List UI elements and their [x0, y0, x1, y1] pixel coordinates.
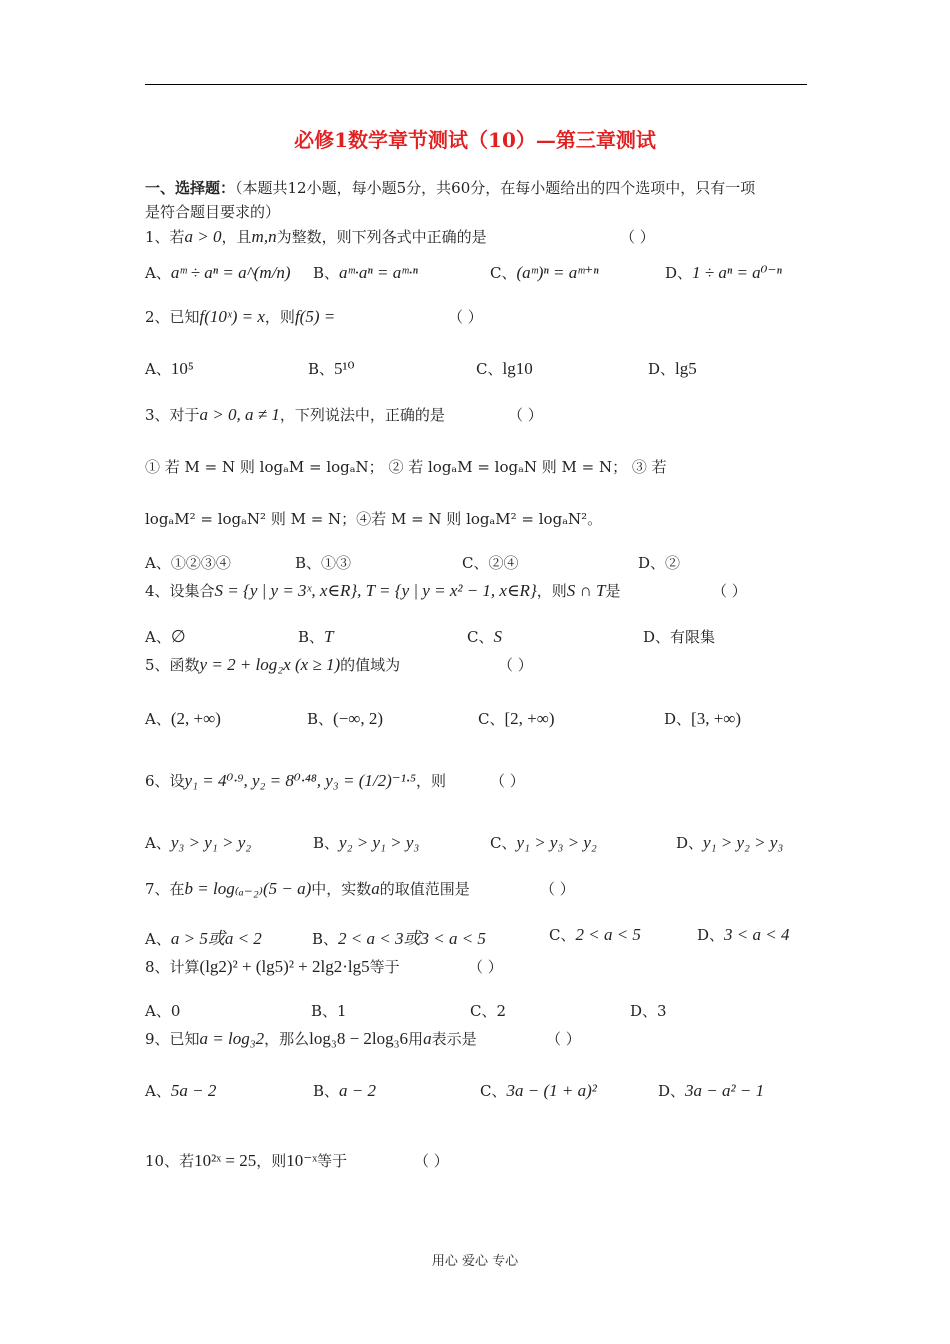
- q4-option-a: A、∅: [145, 627, 186, 646]
- q8-answer-paren: （ ）: [468, 958, 503, 976]
- q8-option-d: D、3: [630, 1002, 667, 1020]
- q5-option-a: A、(2, +∞): [145, 709, 221, 728]
- q1-mid: ，且: [221, 228, 252, 246]
- question-9-stem: 9、已知a = log₃2，那么log₃8 − 2log₃6用a表示是: [145, 1029, 477, 1048]
- q10-answer-paren: （ ）: [414, 1152, 449, 1170]
- q1-pre: 1、若: [145, 228, 185, 246]
- q9-answer-paren: （ ）: [546, 1030, 581, 1048]
- q3-option-b: B、①③: [295, 554, 352, 572]
- header-rule: [145, 84, 807, 85]
- q4-option-d: D、有限集: [643, 628, 716, 646]
- question-3-stem: 3、对于a > 0, a ≠ 1，下列说法中，正确的是: [145, 405, 445, 424]
- q6-option-c: C、y₁ > y₃ > y₂: [490, 833, 597, 852]
- q7-option-c: C、2 < a < 5: [549, 925, 641, 944]
- q6-option-b: B、y₂ > y₁ > y₃: [313, 833, 420, 852]
- q7-option-d: D、3 < a < 4: [697, 925, 790, 944]
- q6-option-a: A、y₃ > y₁ > y₂: [145, 833, 252, 852]
- section-desc-2: 是符合题目要求的）: [145, 203, 281, 221]
- q9-option-c: C、3a − (1 + a)²: [480, 1081, 597, 1100]
- page-title: 必修1数学章节测试（10）—第三章测试: [294, 128, 656, 152]
- question-5-stem: 5、函数y = 2 + log₂x (x ≥ 1)的值域为: [145, 655, 401, 674]
- q7-option-a: A、a > 5或a < 2: [145, 929, 262, 948]
- q1-option-c: C、(aᵐ)ⁿ = aᵐ⁺ⁿ: [490, 263, 599, 282]
- q8-option-a: A、0: [145, 1002, 181, 1020]
- q2-option-a: A、10⁵: [145, 359, 194, 378]
- q7-answer-paren: （ ）: [540, 880, 575, 898]
- q9-option-b: B、a − 2: [313, 1081, 377, 1100]
- section-heading: [145, 177, 755, 198]
- q5-option-d: D、[3, +∞): [664, 709, 742, 728]
- q2-answer-paren: （ ）: [448, 308, 483, 326]
- q4-option-b: B、T: [298, 627, 334, 646]
- q1-post: 为整数，则下列各式中正确的是: [276, 228, 487, 246]
- question-2-stem: 2、已知f(10ˣ) = x，则f(5) =: [145, 307, 336, 326]
- q1-option-a: A、aᵐ ÷ aⁿ = a^(m/n): [145, 263, 291, 282]
- q1-math-2: m,n: [251, 227, 277, 246]
- q2-option-c: C、lg10: [476, 359, 533, 378]
- q4-answer-paren: （ ）: [712, 582, 747, 600]
- q8-option-b: B、1: [311, 1002, 347, 1020]
- question-6-stem: 6、设y₁ = 4⁰·⁹, y₂ = 8⁰·⁴⁸, y₃ = (1/2)⁻¹·⁵，则: [145, 771, 446, 790]
- q1-option-b: B、aᵐ·aⁿ = aᵐ·ⁿ: [313, 263, 418, 282]
- q1-answer-paren: （ ）: [620, 228, 655, 246]
- q4-option-c: C、S: [467, 627, 502, 646]
- q3-statements-line-2: logₐM² = logₐN² 则 M = N；④若 M = N 则 logₐM² = logₐN²。: [145, 510, 603, 528]
- q3-option-d: D、②: [638, 554, 681, 572]
- q5-option-c: C、[2, +∞): [478, 709, 555, 728]
- q5-option-b: B、(−∞, 2): [307, 709, 384, 728]
- q6-answer-paren: （ ）: [490, 772, 525, 790]
- q8-option-c: C、2: [470, 1002, 507, 1020]
- question-1-stem: [145, 226, 487, 247]
- q7-option-b: B、2 < a < 3或3 < a < 5: [312, 929, 486, 948]
- question-8-stem: 8、计算(lg2)² + (lg5)² + 2lg2·lg5等于: [145, 957, 400, 976]
- q1-option-d: D、1 ÷ aⁿ = a⁰⁻ⁿ: [665, 263, 782, 282]
- q3-option-a: A、①②③④: [145, 554, 231, 572]
- page-footer: 用心 爱心 专心: [431, 1254, 519, 1269]
- q9-option-a: A、5a − 2: [145, 1081, 217, 1100]
- section-desc-1: （本题共12小题，每小题5分，共60分，在每小题给出的四个选项中，只有一项: [235, 179, 756, 197]
- question-10-stem: 10、若10²ˣ = 25，则10⁻ˣ等于: [145, 1151, 348, 1170]
- q5-answer-paren: （ ）: [498, 656, 533, 674]
- section-label: 一、选择题：: [145, 179, 236, 197]
- q9-option-d: D、3a − a² − 1: [658, 1081, 765, 1100]
- question-4-stem: 4、设集合S = {y | y = 3ˣ, x∈R}, T = {y | y = x² − 1, x∈R}，则S ∩ T是: [145, 581, 621, 600]
- q2-option-d: D、lg5: [648, 359, 697, 378]
- q3-option-c: C、②④: [462, 554, 519, 572]
- q2-option-b: B、5¹⁰: [308, 359, 355, 378]
- q1-math-1: a > 0: [184, 227, 222, 246]
- q6-option-d: D、y₁ > y₂ > y₃: [676, 833, 784, 852]
- question-7-stem: 7、在b = log₍ₐ₋₂₎(5 − a)中，实数a的取值范围是: [145, 879, 470, 898]
- q3-answer-paren: （ ）: [508, 406, 543, 424]
- q3-statements-line-1: ① 若 M = N 则 logₐM = logₐN； ② 若 logₐM = logₐN 则 M = N； ③ 若: [145, 458, 667, 476]
